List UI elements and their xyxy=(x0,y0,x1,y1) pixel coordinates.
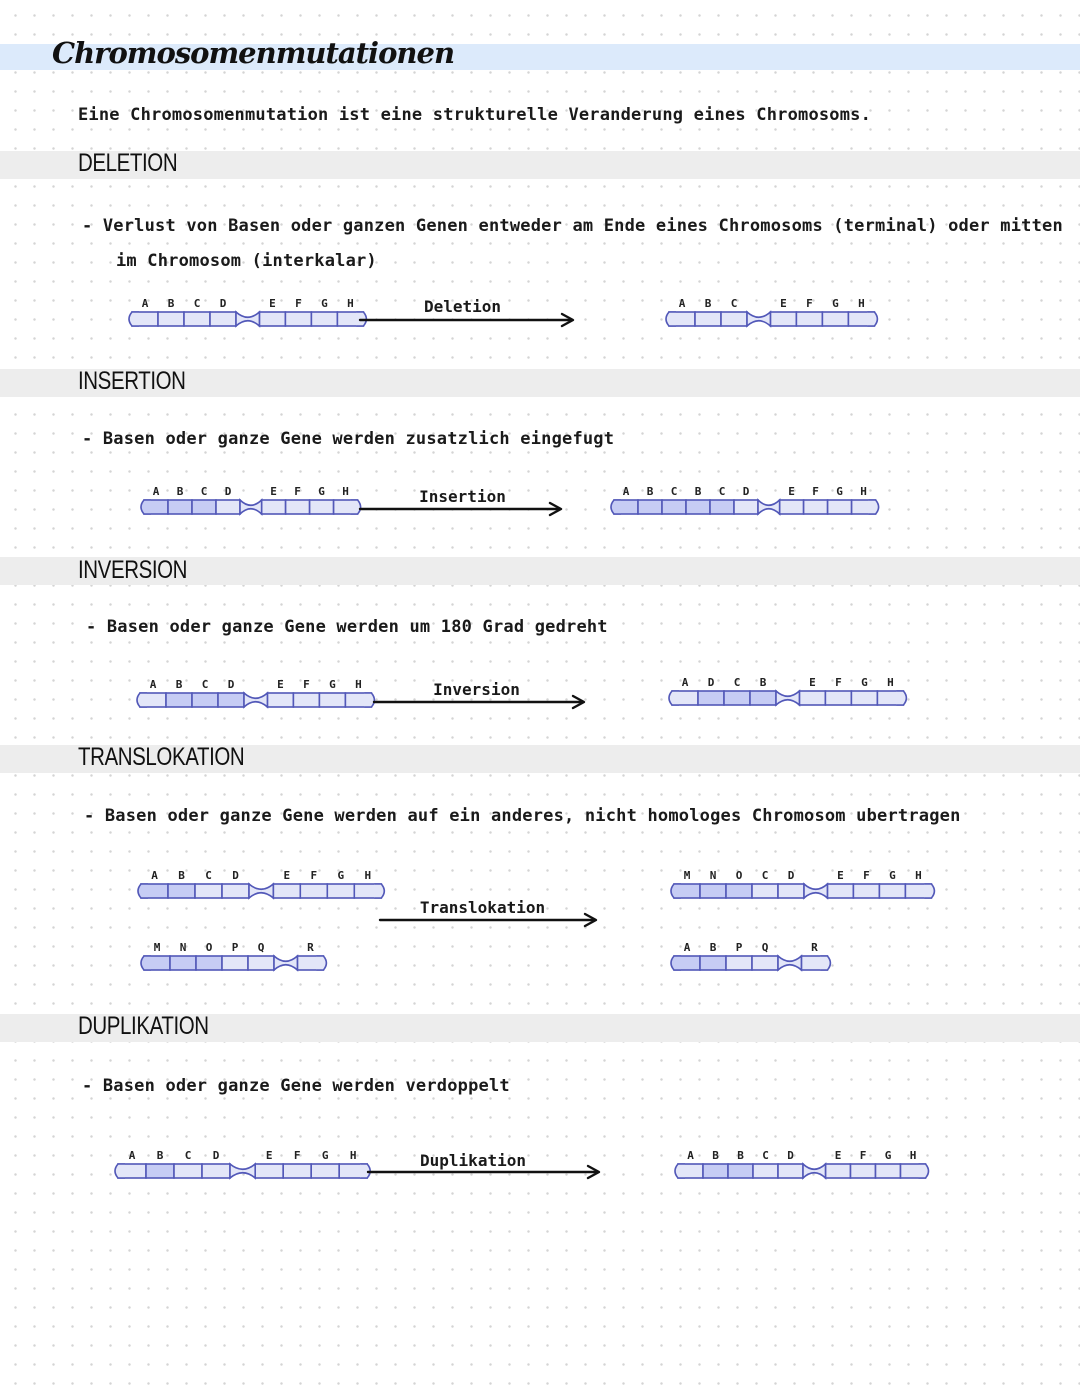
chromosome-body xyxy=(671,956,830,970)
gene-label: D xyxy=(219,297,227,310)
deletion-chromosome-before xyxy=(128,294,354,334)
gene-segment xyxy=(851,1164,876,1178)
gene-segment xyxy=(216,500,240,514)
gene-label: M xyxy=(683,869,691,882)
chromosome-body xyxy=(137,693,374,707)
page-title: Chromosomenmutationen xyxy=(52,36,455,70)
gene-label: C xyxy=(733,676,741,689)
gene-label: H xyxy=(887,676,894,689)
gene-segment xyxy=(876,1164,901,1178)
gene-label: F xyxy=(294,485,301,498)
gene-label: B xyxy=(178,869,185,882)
centromere xyxy=(778,956,801,970)
gene-segment xyxy=(726,884,752,898)
gene-label: R xyxy=(307,941,314,954)
gene-segment xyxy=(724,691,750,705)
gene-segment xyxy=(726,956,752,970)
gene-label: D xyxy=(787,869,795,882)
gene-label: E xyxy=(277,678,284,691)
gene-label: G xyxy=(832,297,839,310)
insertion-chromosome-before xyxy=(140,482,350,522)
gene-segment xyxy=(826,1164,851,1178)
gene-label: G xyxy=(337,869,345,882)
gene-segment xyxy=(319,693,345,707)
gene-segment xyxy=(700,956,726,970)
deletion-chromosome-after xyxy=(665,294,865,334)
gene-label: A xyxy=(681,676,689,689)
inversion-chromosome-before xyxy=(136,675,362,715)
gene-label: D xyxy=(707,676,715,689)
gene-label: C xyxy=(205,869,212,882)
gene-label: D xyxy=(224,485,232,498)
insertion-heading: INSERTION xyxy=(78,367,186,395)
gene-label: A xyxy=(128,1149,136,1162)
gene-label: B xyxy=(176,485,184,498)
duplikation-chromosome-before xyxy=(114,1146,357,1186)
gene-segment xyxy=(222,884,249,898)
gene-segment xyxy=(248,956,274,970)
gene-label: D xyxy=(787,1149,794,1162)
intro-text: Eine Chromosomenmutation ist eine strukturelle Veranderung eines Chromosoms. xyxy=(78,105,872,125)
gene-segment xyxy=(753,1164,778,1178)
gene-label: F xyxy=(303,678,310,691)
centromere xyxy=(249,884,273,898)
deletion-text-line2: im Chromosom (interkalar) xyxy=(116,251,377,271)
gene-label: H xyxy=(342,485,349,498)
insertion-arrow-label: Insertion xyxy=(419,487,506,506)
centromere xyxy=(274,956,297,970)
gene-segment xyxy=(796,312,822,326)
chromosome-body xyxy=(115,1164,370,1178)
inversion-arrow-label: Inversion xyxy=(433,680,520,699)
inversion-chromosome-after xyxy=(668,673,894,713)
insertion-text: - Basen oder ganze Gene werden zusatzlich eingefugt xyxy=(82,429,615,449)
gene-label: H xyxy=(860,485,867,498)
gene-segment xyxy=(273,884,300,898)
deletion-arrow-label: Deletion xyxy=(423,297,502,316)
gene-label: A xyxy=(622,485,630,498)
gene-label: C xyxy=(730,297,738,310)
gene-segment xyxy=(174,1164,202,1178)
gene-segment xyxy=(686,500,710,514)
gene-segment xyxy=(827,884,853,898)
chromosome-body xyxy=(141,500,361,514)
gene-segment xyxy=(311,312,337,326)
chromosome-body xyxy=(675,1164,929,1178)
gene-label: A xyxy=(152,485,160,498)
gene-label: H xyxy=(347,297,354,310)
gene-label: C xyxy=(670,485,678,498)
gene-segment xyxy=(168,500,192,514)
gene-label: B xyxy=(759,676,767,689)
gene-segment xyxy=(734,500,758,514)
centromere xyxy=(804,884,827,898)
gene-label: F xyxy=(295,297,302,310)
gene-label: G xyxy=(321,1149,329,1162)
duplikation-chromosome-after xyxy=(674,1146,939,1186)
gene-label: Q xyxy=(761,941,769,954)
gene-label: B xyxy=(709,941,717,954)
telomere-left xyxy=(675,1164,685,1178)
telomere-right xyxy=(919,1164,929,1178)
gene-label: D xyxy=(232,869,239,882)
gene-segment xyxy=(293,693,319,707)
insertion-arrow-icon xyxy=(358,501,568,517)
gene-label: F xyxy=(863,869,870,882)
gene-segment xyxy=(799,691,825,705)
telomere-left xyxy=(141,956,151,970)
gene-segment xyxy=(310,500,334,514)
gene-label: H xyxy=(364,869,372,882)
gene-label: C xyxy=(193,297,201,310)
inversion-heading: INVERSION xyxy=(78,556,188,584)
gene-label: G xyxy=(836,485,843,498)
gene-segment xyxy=(750,691,776,705)
gene-label: D xyxy=(742,485,750,498)
gene-segment xyxy=(184,312,210,326)
gene-label: B xyxy=(737,1149,744,1162)
chromosome-body xyxy=(666,312,877,326)
gene-label: B xyxy=(167,297,175,310)
gene-segment xyxy=(222,956,248,970)
gene-label: F xyxy=(835,676,842,689)
chromosome-body xyxy=(138,884,384,898)
gene-label: G xyxy=(321,297,328,310)
chromosome-body xyxy=(669,691,906,705)
gene-segment xyxy=(700,884,726,898)
gene-segment xyxy=(196,956,222,970)
centromere xyxy=(236,312,259,326)
gene-label: E xyxy=(788,485,795,498)
gene-segment xyxy=(311,1164,339,1178)
gene-label: R xyxy=(811,941,818,954)
chromosome-body xyxy=(611,500,879,514)
gene-segment xyxy=(698,691,724,705)
translokation-arrow-icon xyxy=(378,912,603,928)
gene-label: F xyxy=(859,1149,867,1162)
gene-label: P xyxy=(231,941,239,954)
duplikation-text: - Basen oder ganze Gene werden verdoppelt xyxy=(82,1076,510,1096)
gene-segment xyxy=(202,1164,230,1178)
chromosome-body xyxy=(129,312,366,326)
gene-segment xyxy=(146,1164,174,1178)
gene-segment xyxy=(327,884,354,898)
gene-segment xyxy=(210,312,236,326)
deletion-text-line1: - Verlust von Basen oder ganzen Genen entweder am Ende eines Chromosoms (terminal) oder mitten xyxy=(82,216,1063,236)
translokation-chromosome-bottom-after xyxy=(670,938,825,978)
deletion-heading: DELETION xyxy=(78,149,178,177)
gene-segment xyxy=(703,1164,728,1178)
duplikation-heading: DUPLIKATION xyxy=(78,1012,209,1040)
gene-segment xyxy=(218,693,244,707)
gene-label: Q xyxy=(257,941,265,954)
telomere-left xyxy=(611,500,621,514)
gene-label: D xyxy=(212,1149,220,1162)
centromere xyxy=(747,312,770,326)
gene-segment xyxy=(662,500,686,514)
gene-label: F xyxy=(310,869,318,882)
duplikation-arrow-icon xyxy=(366,1164,606,1180)
telomere-right xyxy=(820,956,830,970)
gene-segment xyxy=(778,884,804,898)
telomere-left xyxy=(666,312,676,326)
gene-label: C xyxy=(718,485,726,498)
gene-label: H xyxy=(355,678,362,691)
gene-label: H xyxy=(909,1149,917,1162)
gene-segment xyxy=(780,500,804,514)
gene-segment xyxy=(192,693,218,707)
gene-label: C xyxy=(201,678,209,691)
gene-label: C xyxy=(200,485,208,498)
gene-label: H xyxy=(349,1149,357,1162)
gene-label: A xyxy=(687,1149,694,1162)
telomere-left xyxy=(129,312,139,326)
centromere xyxy=(758,500,780,514)
gene-segment xyxy=(286,500,310,514)
gene-segment xyxy=(828,500,852,514)
telomere-left xyxy=(137,693,147,707)
gene-label: B xyxy=(175,678,183,691)
telomere-left xyxy=(141,500,151,514)
gene-segment xyxy=(721,312,747,326)
centromere xyxy=(244,693,267,707)
telomere-right xyxy=(867,312,877,326)
translokation-chromosome-bottom-before xyxy=(140,938,320,978)
gene-label: G xyxy=(861,676,868,689)
gene-segment xyxy=(170,956,196,970)
gene-segment xyxy=(804,500,828,514)
insertion-chromosome-after xyxy=(610,482,870,522)
translokation-arrow-label: Translokation xyxy=(419,898,546,917)
gene-label: G xyxy=(318,485,325,498)
gene-label: B xyxy=(646,485,654,498)
gene-label: A xyxy=(149,678,157,691)
telomere-left xyxy=(138,884,148,898)
gene-segment xyxy=(158,312,184,326)
gene-segment xyxy=(255,1164,283,1178)
telomere-right xyxy=(896,691,906,705)
chromosome-body xyxy=(141,956,326,970)
deletion-arrow-icon xyxy=(358,312,578,328)
telomere-right xyxy=(374,884,384,898)
gene-label: G xyxy=(889,869,896,882)
gene-segment xyxy=(778,1164,803,1178)
inversion-arrow-icon xyxy=(372,694,592,710)
chromosome-body xyxy=(671,884,934,898)
gene-segment xyxy=(853,884,879,898)
gene-segment xyxy=(195,884,222,898)
translokation-chromosome-top-before xyxy=(137,866,372,906)
gene-label: G xyxy=(884,1149,892,1162)
gene-label: A xyxy=(683,941,691,954)
gene-segment xyxy=(879,884,905,898)
gene-segment xyxy=(259,312,285,326)
gene-label: N xyxy=(179,941,187,954)
gene-label: A xyxy=(141,297,149,310)
gene-segment xyxy=(638,500,662,514)
duplikation-arrow-label: Duplikation xyxy=(420,1151,526,1170)
gene-label: E xyxy=(270,485,277,498)
gene-segment xyxy=(752,884,778,898)
gene-segment xyxy=(283,1164,311,1178)
translokation-chromosome-top-after xyxy=(670,866,920,906)
gene-segment xyxy=(695,312,721,326)
gene-segment xyxy=(710,500,734,514)
gene-label: B xyxy=(694,485,702,498)
gene-label: E xyxy=(834,1149,842,1162)
gene-label: C xyxy=(184,1149,192,1162)
gene-label: E xyxy=(283,869,291,882)
gene-label: E xyxy=(809,676,816,689)
centromere xyxy=(776,691,799,705)
gene-label: D xyxy=(227,678,235,691)
telomere-right xyxy=(924,884,934,898)
gene-segment xyxy=(825,691,851,705)
centromere xyxy=(230,1164,255,1178)
translokation-heading: TRANSLOKATION xyxy=(78,743,245,771)
gene-segment xyxy=(262,500,286,514)
gene-segment xyxy=(770,312,796,326)
telomere-right xyxy=(316,956,326,970)
gene-label: N xyxy=(709,869,717,882)
gene-label: A xyxy=(151,869,158,882)
gene-label: O xyxy=(205,941,213,954)
gene-label: E xyxy=(780,297,787,310)
gene-segment xyxy=(166,693,192,707)
gene-label: C xyxy=(762,1149,769,1162)
gene-label: F xyxy=(806,297,813,310)
telomere-right xyxy=(869,500,879,514)
gene-segment xyxy=(285,312,311,326)
gene-segment xyxy=(192,500,216,514)
gene-label: F xyxy=(812,485,819,498)
centromere xyxy=(240,500,262,514)
gene-segment xyxy=(728,1164,753,1178)
gene-label: H xyxy=(915,869,922,882)
inversion-text: - Basen oder ganze Gene werden um 180 Grad gedreht xyxy=(86,617,608,637)
gene-label: C xyxy=(761,869,769,882)
centromere xyxy=(803,1164,826,1178)
gene-label: P xyxy=(735,941,743,954)
gene-label: H xyxy=(858,297,865,310)
gene-segment xyxy=(822,312,848,326)
gene-label: B xyxy=(704,297,712,310)
telomere-left xyxy=(115,1164,125,1178)
gene-segment xyxy=(752,956,778,970)
gene-segment xyxy=(168,884,195,898)
translokation-text: - Basen oder ganze Gene werden auf ein anderes, nicht homologes Chromosom ubertragen xyxy=(84,806,961,826)
gene-label: F xyxy=(293,1149,301,1162)
telomere-left xyxy=(671,956,681,970)
telomere-left xyxy=(671,884,681,898)
gene-label: B xyxy=(156,1149,164,1162)
gene-segment xyxy=(300,884,327,898)
gene-label: E xyxy=(837,869,844,882)
gene-label: E xyxy=(269,297,276,310)
gene-label: M xyxy=(153,941,161,954)
gene-segment xyxy=(267,693,293,707)
gene-label: B xyxy=(712,1149,719,1162)
telomere-left xyxy=(669,691,679,705)
gene-label: E xyxy=(265,1149,273,1162)
gene-label: G xyxy=(329,678,336,691)
gene-label: A xyxy=(678,297,686,310)
gene-label: O xyxy=(735,869,743,882)
gene-segment xyxy=(851,691,877,705)
